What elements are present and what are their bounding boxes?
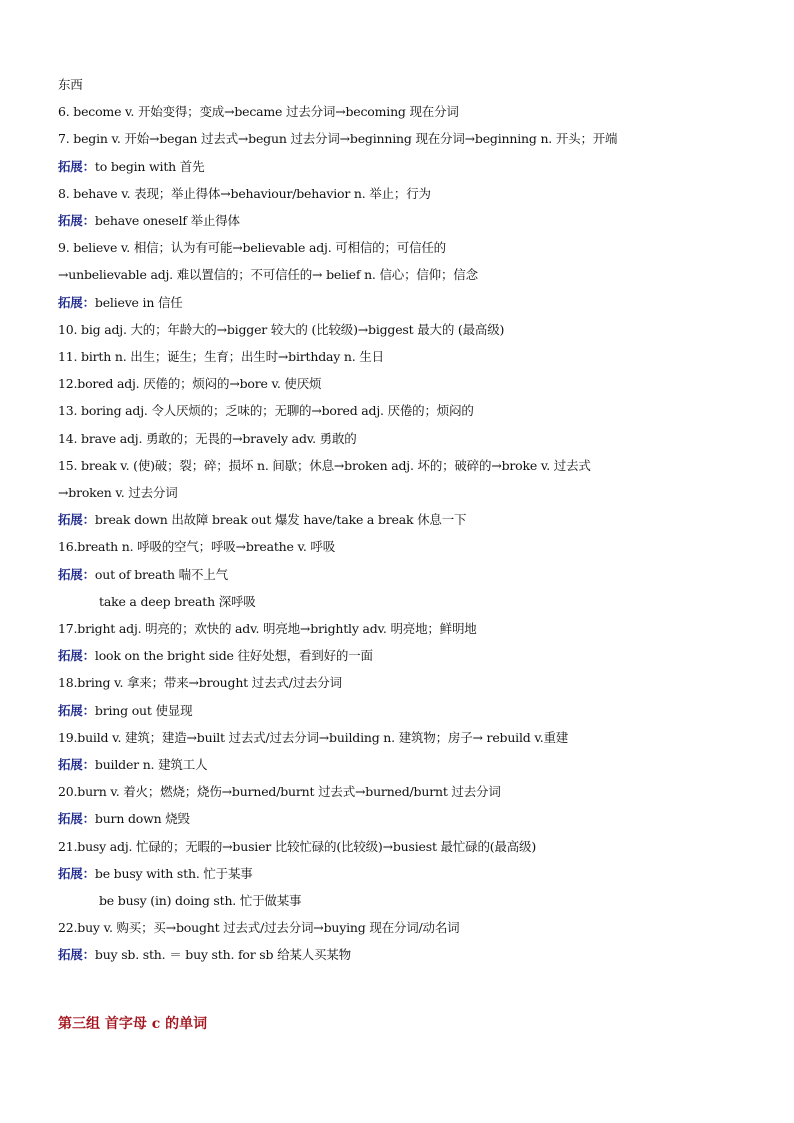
- line-text: 7. begin v. 开始→began 过去式→begun 过去分词→beginning 现在分词→beginning n. 开头；开端: [58, 131, 618, 147]
- line-text: 13. boring adj. 令人厌烦的；乏味的；无聊的→bored adj. 厌倦的；烦闷的: [58, 403, 474, 419]
- extension-tag: 拓展：: [58, 702, 95, 718]
- entry-line: [58, 267, 478, 283]
- line-text: 6. become v. 开始变得；变成→became 过去分词→becoming 现在分词: [58, 104, 459, 120]
- extension-tag: 拓展：: [58, 158, 95, 174]
- line-text: →broken v. 过去分词: [58, 485, 178, 500]
- entry-line: [58, 675, 342, 691]
- extension-tag: 拓展：: [58, 757, 95, 772]
- extension-line: [58, 213, 240, 229]
- line-text: 东西: [58, 77, 83, 92]
- extension-tag: 拓展：: [58, 811, 95, 827]
- line-text: →unbelievable adj. 难以置信的；不可信任的→ belief n. 信心；信仰；信念: [58, 267, 478, 283]
- line-text: out of breath 喘不上气: [94, 566, 228, 582]
- extension-line: [58, 159, 204, 175]
- line-text: 14. brave adj. 勇敢的；无畏的→bravely adv. 勇敢的: [58, 430, 357, 446]
- line-text: be busy (in) doing sth. 忙于做某事: [99, 893, 302, 908]
- line-text: buy sb. sth. ＝ buy sth. for sb 给某人买某物: [94, 947, 351, 963]
- line-text: 15. break v. (使)破；裂；碎；损坏 n. 间歇；休息→broken adj. 坏的；破碎的→broke v. 过去式: [58, 457, 591, 473]
- extension-tag: 拓展：: [58, 865, 95, 881]
- extension-tag: 拓展：: [58, 947, 95, 963]
- extension-sub-line: [99, 594, 256, 610]
- line-text: 11. birth n. 出生；诞生；生育；出生时→birthday n. 生日: [58, 349, 384, 364]
- extension-line: [58, 512, 466, 528]
- line-text: 21.busy adj. 忙碌的；无暇的→busier 比较忙碌的(比较级)→busiest 最忙碌的(最高级): [58, 838, 536, 854]
- extension-tag: 拓展：: [58, 512, 95, 528]
- entry-line: [58, 431, 357, 447]
- line-text: take a deep breath 深呼吸: [99, 593, 256, 609]
- line-text: bring out 使显现: [94, 702, 193, 718]
- entry-line: [58, 730, 568, 746]
- line-text: 22.buy v. 购买；买→bought 过去式/过去分词→buying 现在分词/动名词: [58, 920, 460, 936]
- extension-sub-line: [99, 893, 301, 909]
- line-text: burn down 烧毁: [94, 811, 190, 827]
- line-text: 10. big adj. 大的；年龄大的→bigger 较大的 (比较级)→biggest 最大的 (最高级): [58, 321, 505, 337]
- line-text: to begin with 首先: [94, 158, 205, 174]
- entry-line: [58, 784, 501, 800]
- line-text: 17.bright adj. 明亮的；欢快的 adv. 明亮地→brightly adv. 明亮地；鲜明地: [58, 621, 477, 636]
- entry-line: [58, 240, 446, 256]
- line-text: 20.burn v. 着火；燃烧；烧伤→burned/burnt 过去式→burned/burnt 过去分词: [58, 784, 501, 800]
- entry-line: [58, 403, 474, 419]
- extension-line: [58, 703, 192, 719]
- entry-line: [58, 322, 504, 338]
- line-text: 8. behave v. 表现；举止得体→behaviour/behavior n. 举止；行为: [58, 185, 431, 201]
- line-text: behave oneself 举止得体: [94, 213, 240, 228]
- entry-line: [58, 539, 335, 555]
- extension-tag: 拓展：: [58, 294, 95, 310]
- line-text: 9. believe v. 相信；认为有可能→believable adj. 可相信的；可信任的: [58, 240, 446, 256]
- line-text: builder n. 建筑工人: [94, 757, 208, 772]
- extension-tag: 拓展：: [58, 648, 95, 664]
- line-text: 18.bring v. 拿来；带来→brought 过去式/过去分词: [58, 675, 342, 691]
- entry-line: [58, 77, 83, 93]
- extension-line: [58, 648, 373, 664]
- entry-line: [58, 485, 178, 501]
- extension-line: [58, 567, 228, 583]
- line-text: 19.build v. 建筑；建造→built 过去式/过去分词→building n. 建筑物；房子→ rebuild v.重建: [58, 729, 569, 745]
- extension-line: [58, 947, 351, 963]
- line-text: be busy with sth. 忙于某事: [94, 865, 253, 881]
- line-text: 12.bored adj. 厌倦的；烦闷的→bore v. 使厌烦: [58, 376, 322, 392]
- extension-tag: 拓展：: [58, 566, 95, 582]
- extension-line: [58, 757, 207, 773]
- entry-line: [58, 376, 321, 392]
- extension-tag: 拓展：: [58, 213, 95, 228]
- extension-line: [58, 295, 183, 311]
- line-text: look on the bright side 往好处想，看到好的一面: [94, 648, 373, 664]
- entry-line: [58, 621, 477, 637]
- entry-line: [58, 104, 459, 120]
- line-text: 16.breath n. 呼吸的空气；呼吸→breathe v. 呼吸: [58, 539, 336, 555]
- entry-line: [58, 186, 431, 202]
- line-text: believe in 信任: [94, 294, 183, 310]
- entry-line: [58, 839, 536, 855]
- section-heading: 第三组 首字母 c 的单词: [58, 1016, 208, 1032]
- extension-line: [58, 811, 190, 827]
- entry-line: [58, 920, 459, 936]
- entry-line: [58, 349, 384, 365]
- line-text: break down 出故障 break out 爆发 have/take a break 休息一下: [94, 512, 467, 528]
- entry-line: [58, 458, 591, 474]
- entry-line: [58, 131, 617, 147]
- extension-line: [58, 866, 253, 882]
